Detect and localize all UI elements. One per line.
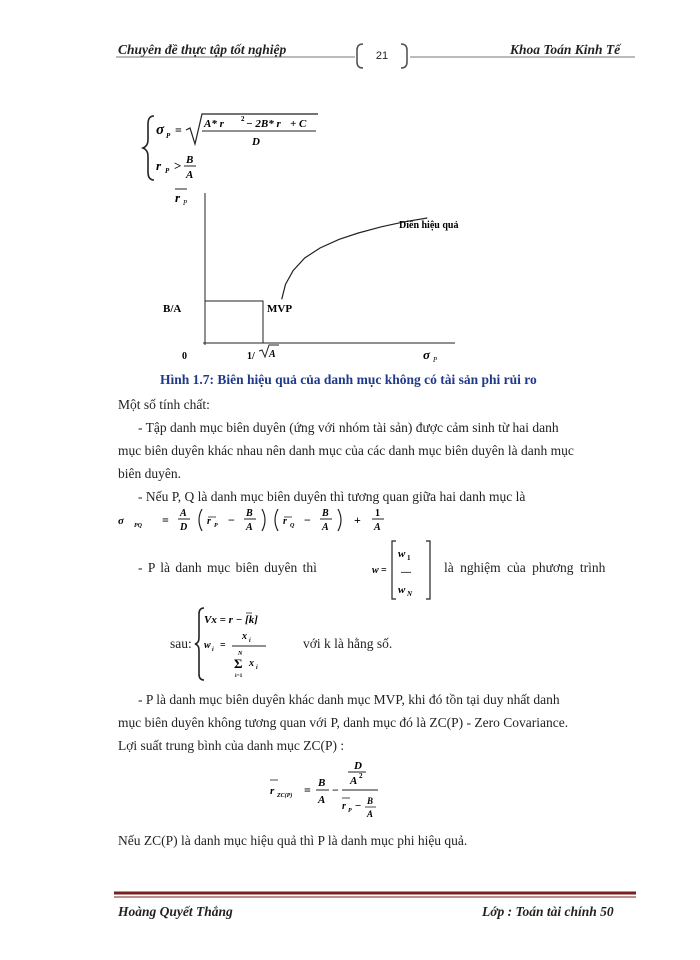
svg-text:x: x: [242, 631, 247, 642]
paragraph-4-line: mục biên duyên không tương quan với P, danh mục đó là ZC(P) - Zero Covariance.: [118, 715, 569, 730]
correlation-formula: [118, 503, 408, 537]
svg-text:A: A: [374, 522, 381, 533]
paragraph-3-left: - P là danh mục biên duyên thì: [138, 560, 317, 575]
svg-text:=: =: [304, 783, 311, 797]
sigma-symbol: σ: [156, 122, 165, 138]
svg-text:2: 2: [359, 772, 363, 780]
curve-label: Diên hiệu quả: [399, 220, 459, 231]
svg-text:>: >: [174, 158, 182, 173]
svg-text:B: B: [186, 154, 194, 166]
paragraph-4: [118, 688, 638, 757]
zc-return-formula: [268, 755, 408, 825]
svg-text:=: =: [175, 123, 182, 137]
footer-right: Lớp : Toán tài chính 50: [482, 904, 614, 919]
svg-text:+ C: + C: [290, 118, 307, 130]
svg-text:A: A: [318, 794, 326, 806]
paragraph-1-line: biên duyên.: [118, 466, 181, 481]
paragraph-1-line: mục biên duyên khác nhau nên danh mục của các danh mục biên duyên là danh mục: [118, 443, 574, 458]
paragraph-4-line: Lợi suất trung bình của danh mục ZC(P) :: [118, 738, 345, 753]
svg-text:−: −: [332, 783, 339, 797]
svg-text:x: x: [249, 658, 254, 669]
svg-text:r: r: [156, 158, 162, 173]
svg-text:=: =: [220, 640, 226, 651]
svg-text:r: r: [283, 516, 287, 527]
svg-text:i: i: [212, 647, 214, 653]
paragraph-4-line: - P là danh mục biên duyên khác danh mục MVP, khi đó tồn tại duy nhất danh: [138, 692, 560, 707]
svg-text:P: P: [165, 167, 170, 175]
paragraph-2: - Nếu P, Q là danh mục biên duyên thì tương quan giữa hai danh mục là: [138, 489, 526, 504]
svg-text:−: −: [228, 513, 235, 527]
svg-text:A: A: [186, 169, 194, 181]
svg-text:D: D: [354, 760, 362, 772]
svg-text:σ: σ: [118, 515, 124, 527]
svg-text:−: −: [355, 800, 362, 812]
x-tick-sqrt-arg: A: [269, 349, 276, 360]
svg-text:i=1: i=1: [235, 673, 243, 679]
svg-text:A* r: A* r: [204, 118, 224, 130]
page-bracket-left: [357, 44, 363, 68]
svg-text:−: −: [304, 513, 311, 527]
svg-text:—: —: [401, 567, 411, 578]
svg-text:P: P: [214, 523, 218, 529]
top-formula: [140, 110, 360, 190]
svg-text:P: P: [166, 132, 171, 140]
svg-text:− 2B* r: − 2B* r: [246, 118, 281, 130]
header-rule: [0, 0, 700, 80]
svg-text:Vx = r − [k]: Vx = r − [k]: [204, 614, 258, 626]
origin-label: 0: [182, 351, 187, 362]
svg-text:A: A: [180, 508, 187, 519]
x-tick-label: 1/: [247, 351, 255, 362]
y-axis-label: r: [175, 190, 181, 205]
svg-text:Σ: Σ: [234, 656, 243, 671]
header-right: Khoa Toán Kinh Tế: [510, 42, 621, 57]
paragraph-1: [118, 416, 632, 485]
svg-text:B: B: [246, 508, 253, 519]
svg-text:N: N: [407, 590, 413, 598]
y-tick-label-b-over-a: B/A: [163, 303, 182, 315]
svg-text:Q: Q: [290, 523, 295, 529]
x-axis-label-sub: P: [433, 356, 438, 364]
svg-text:N: N: [238, 651, 243, 657]
svg-text:A: A: [350, 775, 358, 787]
system-sau-label: sau:: [170, 636, 192, 651]
svg-text:1: 1: [407, 554, 411, 562]
final-line: Nếu ZC(P) là danh mục hiệu quả thì P là danh mục phi hiệu quả.: [118, 833, 468, 848]
figure-caption: Hình 1.7: Biên hiệu quả của danh mục không có tài sản phi rủi ro: [160, 372, 537, 387]
paragraph-1-line: - Tập danh mục biên duyên (ứng với nhóm tài sản) được cảm sinh từ hai danh: [138, 420, 559, 435]
y-axis-label-sub: P: [183, 199, 188, 207]
x-axis-label: σ: [423, 347, 431, 362]
header-left: Chuyên đề thực tập tốt nghiệp: [118, 42, 287, 57]
svg-text:r: r: [342, 801, 346, 812]
svg-text:w: w: [372, 565, 379, 576]
svg-text:w: w: [398, 548, 406, 560]
page-number: 21: [375, 50, 389, 62]
mvp-box: [205, 301, 263, 343]
svg-text:ZC(P): ZC(P): [277, 793, 293, 799]
svg-text:D: D: [180, 522, 188, 533]
svg-text:2: 2: [241, 115, 245, 123]
svg-text:P: P: [348, 808, 352, 814]
svg-text:i: i: [249, 638, 251, 644]
svg-text:A: A: [246, 522, 253, 533]
system-note: với k là hằng số.: [303, 636, 393, 651]
svg-text:r: r: [270, 785, 275, 797]
equation-system: [194, 604, 304, 684]
svg-text:A: A: [322, 522, 329, 533]
efficient-frontier-chart: [155, 185, 475, 375]
svg-text:A: A: [367, 809, 374, 819]
svg-text:=: =: [381, 565, 387, 576]
svg-text:B: B: [318, 777, 326, 789]
svg-text:w: w: [204, 640, 211, 651]
footer-left: Hoàng Quyết Thắng: [118, 904, 233, 919]
svg-text:=: =: [162, 513, 169, 527]
svg-text:+: +: [354, 513, 361, 527]
svg-text:B: B: [367, 796, 374, 806]
svg-text:r: r: [207, 516, 211, 527]
weight-vector: [368, 537, 438, 603]
mvp-label: MVP: [267, 303, 293, 315]
svg-text:B: B: [322, 508, 329, 519]
svg-text:i: i: [256, 665, 258, 671]
page-bracket-right: [401, 44, 407, 68]
svg-text:D: D: [252, 136, 260, 148]
svg-text:PQ: PQ: [134, 523, 142, 529]
intro-text: Một số tính chất:: [118, 397, 210, 412]
paragraph-3-right: là nghiệm của phương trình: [444, 560, 606, 575]
svg-text:1: 1: [375, 508, 380, 519]
svg-text:w: w: [398, 584, 406, 596]
